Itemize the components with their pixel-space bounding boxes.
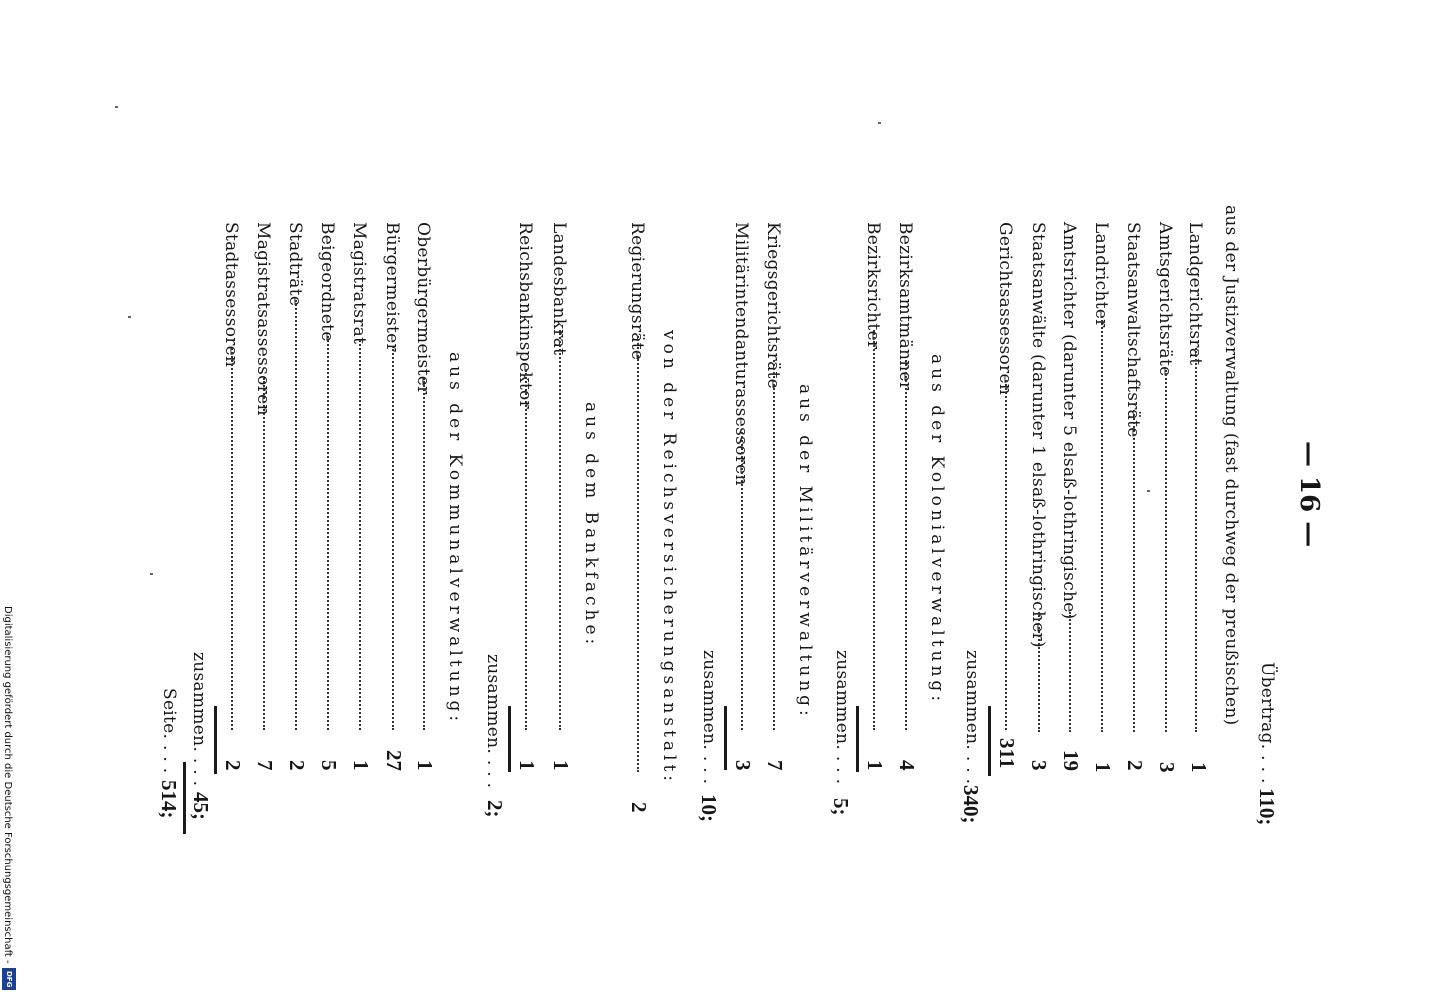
leader-dots (1165, 370, 1167, 732)
sum-rule (214, 706, 217, 774)
row-value: 27 (382, 750, 406, 771)
section-heading-municipal: aus der Kommunalverwaltung: (445, 352, 465, 726)
sum-rule (988, 706, 991, 776)
row-value: 311 (995, 738, 1019, 769)
sum-rule (183, 762, 186, 834)
subtotal-label: zusammen. . . . (189, 652, 209, 787)
leader-dots (1195, 348, 1197, 732)
row-value: 19 (1059, 750, 1083, 771)
scan-speck (150, 573, 153, 575)
digitization-credit: Digitalisierung gefördert durch die Deutsche Forschungsgemeinschaft - (2, 606, 13, 964)
page-total-label: Seite. . . . (159, 688, 179, 774)
carried-over-value: 110; (1255, 788, 1279, 826)
row-label: Bezirksamtmänner (895, 222, 915, 391)
subtotal-value: 340; (959, 785, 983, 824)
scan-speck (115, 106, 118, 108)
row-label: Militärintendanturassessoren (731, 222, 751, 486)
leader-dots (741, 432, 743, 730)
leader-dots (873, 330, 875, 730)
row-value: 5 (317, 760, 341, 771)
row-value: 2 (221, 760, 245, 771)
scan-speck (1147, 490, 1150, 492)
row-value: 2 (627, 802, 651, 813)
row-label: Oberbürgermeister (413, 222, 433, 395)
row-value: 1 (349, 760, 373, 771)
sum-rule (856, 706, 859, 772)
subtotal-value: 45; (189, 792, 213, 820)
row-label: Stadträte (285, 222, 305, 307)
subtotal-value: 10; (697, 794, 721, 822)
row-value: 1 (413, 760, 437, 771)
section-heading-insurance: von der Reichsversicherungsanstalt: (659, 330, 679, 786)
subtotal-label: zusammen. . . . (699, 650, 719, 785)
leader-dots (359, 340, 361, 730)
row-label: Staatsanwaltschaftsräte (1123, 222, 1143, 438)
row-label: Bezirksrichter (863, 222, 883, 350)
leader-dots (1005, 380, 1007, 730)
row-value: 1 (863, 760, 887, 771)
row-value: 3 (1155, 762, 1179, 773)
row-value: 1 (1091, 762, 1115, 773)
row-label: Magistratsassessoren (253, 222, 273, 416)
page-total-value: 514; (157, 780, 181, 819)
leader-dots (392, 346, 394, 730)
row-value: 3 (1027, 760, 1051, 771)
row-value: 1 (549, 760, 573, 771)
leader-dots (327, 336, 329, 730)
subtotal-value: 5; (829, 798, 853, 816)
leader-dots (525, 370, 527, 730)
section-heading-colonial: aus der Kolonialverwaltung: (927, 354, 947, 706)
leader-dots (773, 360, 775, 730)
row-value: 1 (1187, 762, 1211, 773)
row-label: Bürgermeister (382, 222, 402, 352)
carried-over-label: Übertrag. . . . (1257, 662, 1277, 784)
dfg-logo-icon: DFG (2, 968, 16, 990)
row-label: Landrichter (1091, 222, 1111, 328)
row-label: Landesbankrat (549, 222, 569, 356)
row-label: Amtsgerichtsräte (1155, 222, 1175, 377)
row-value: 7 (253, 760, 277, 771)
leader-dots (1133, 410, 1135, 732)
subtotal-label: zusammen. . . . (832, 650, 852, 785)
row-value: 7 (763, 760, 787, 771)
section-heading-military: aus der Militärverwaltung: (795, 384, 815, 720)
row-label: Magistratsrat (349, 222, 369, 345)
row-label: Stadtassessoren (221, 222, 241, 368)
subtotal-value: 2; (483, 800, 507, 818)
subtotal-label: zusammen. . . . (962, 650, 982, 785)
leader-dots (559, 330, 561, 730)
leader-dots (905, 360, 907, 730)
page-number: — 16 — (1294, 441, 1324, 548)
row-label: Landgerichtsrat (1185, 222, 1205, 366)
sum-rule (508, 706, 511, 772)
section-heading-banking: aus dem Bankfache: (581, 402, 601, 649)
row-value: 3 (731, 760, 755, 771)
leader-dots (295, 300, 297, 730)
row-label: Kriegsgerichtsräte (763, 222, 783, 390)
scan-speck (878, 122, 881, 124)
row-value: 2 (1123, 760, 1147, 771)
scan-speck (128, 316, 131, 318)
leader-dots (1101, 320, 1103, 732)
row-label: Regierungsräte (627, 222, 647, 361)
leader-dots (263, 378, 265, 730)
row-label: Staatsanwälte (darunter 1 elsaß-lothringischer) (1028, 222, 1048, 648)
leader-dots (637, 336, 639, 772)
sum-rule (724, 706, 727, 770)
leader-dots (231, 348, 233, 730)
leader-dots (423, 378, 425, 730)
subtotal-label: zusammen. . . . (483, 654, 503, 789)
section-heading-justice: aus der Justizverwaltung (fast durchweg der preußischen) (1221, 205, 1241, 726)
row-label: Beigeordnete (317, 222, 337, 342)
row-value: 1 (515, 760, 539, 771)
leader-dots (1069, 612, 1071, 732)
row-label: Gerichtsassessoren (995, 222, 1015, 396)
row-value: 4 (895, 760, 919, 771)
row-value: 2 (285, 760, 309, 771)
row-label: Amtsrichter (darunter 5 elsaß-lothringische) (1059, 222, 1079, 620)
row-label: Reichsbankinspektor (515, 222, 535, 410)
leader-dots (1038, 612, 1040, 732)
